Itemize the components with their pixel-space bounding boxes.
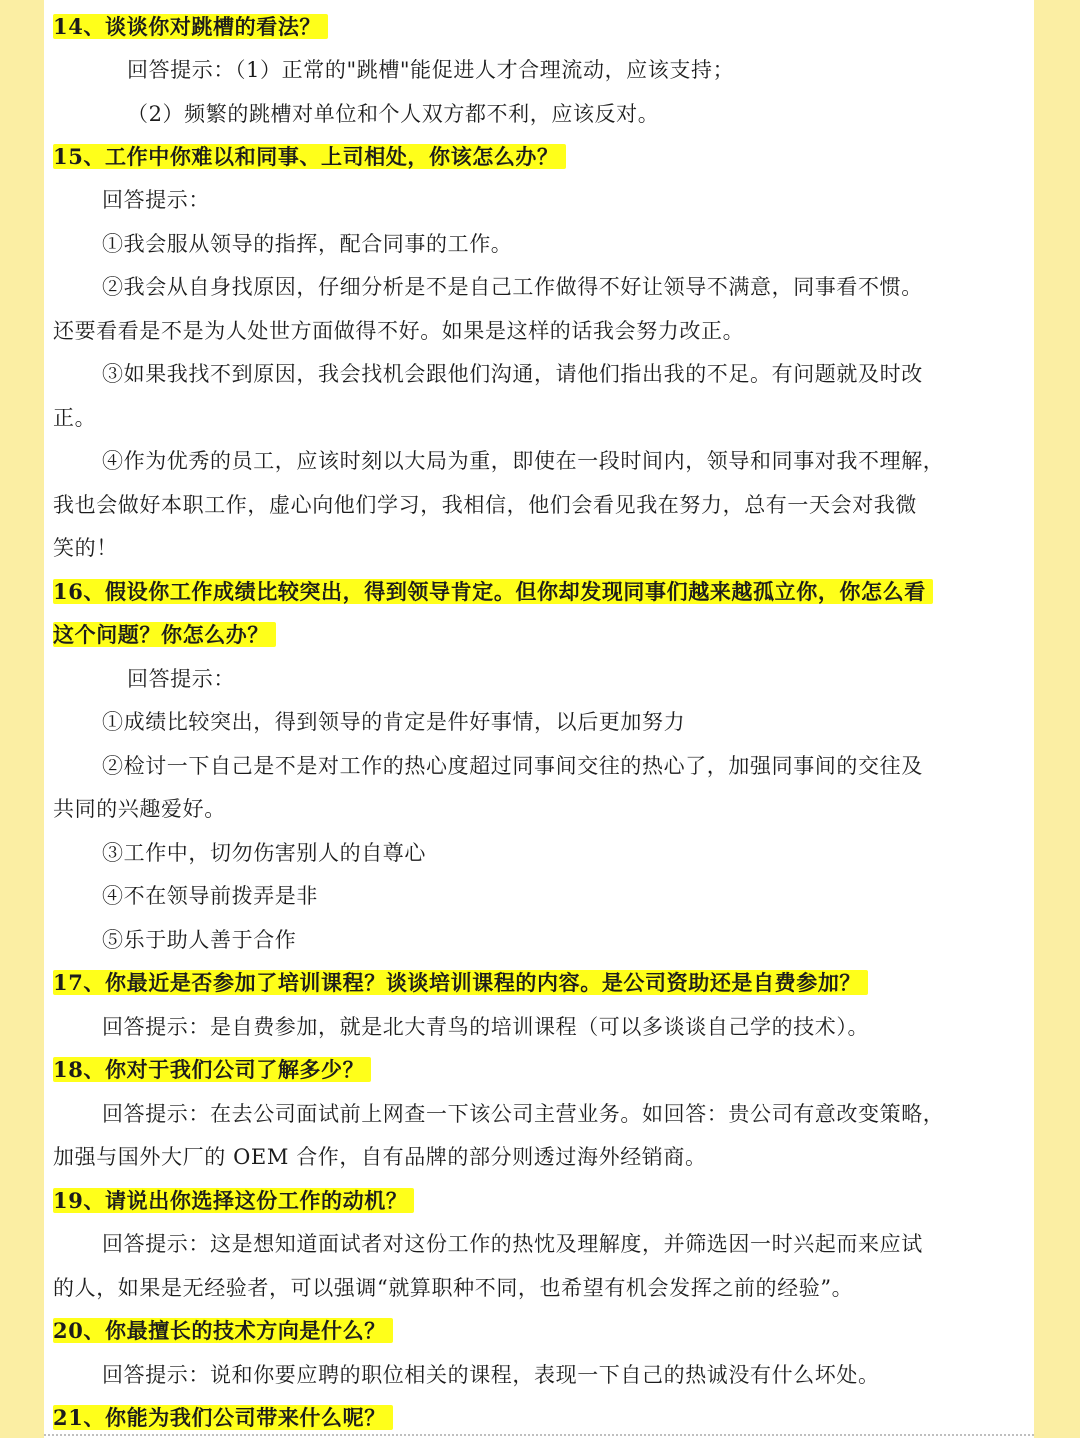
answer-line: ①成绩比较突出，得到领导的肯定是件好事情，以后更加努力 xyxy=(102,710,686,734)
answer-line: ②检讨一下自己是不是对工作的热心度超过同事间交往的热心了，加强同事间的交往及 xyxy=(102,754,923,778)
answer-line: 回答提示：（1）正常的"跳槽"能促进人才合理流动，应该支持； xyxy=(127,58,735,82)
answer-line: 加强与国外大厂的 OEM 合作，自有品牌的部分则透过海外经销商。 xyxy=(53,1145,707,1169)
question-highlight: 15、工作中你难以和同事、上司相处，你该怎么办？ xyxy=(53,144,566,169)
answer-line: 我也会做好本职工作，虚心向他们学习，我相信，他们会看见我在努力，总有一天会对我微 xyxy=(53,493,917,517)
answer-line: （2）频繁的跳槽对单位和个人双方都不利，应该反对。 xyxy=(127,102,660,126)
answer-line: ⑤乐于助人善于合作 xyxy=(102,928,297,952)
answer-line: ④作为优秀的员工，应该时刻以大局为重，即使在一段时间内，领导和同事对我不理解， xyxy=(102,449,945,473)
answer-line: ③工作中，切勿伤害别人的自尊心 xyxy=(102,841,426,865)
answer-line: 还要看看是不是为人处世方面做得不好。如果是这样的话我会努力改正。 xyxy=(53,319,745,343)
answer-line: 共同的兴趣爱好。 xyxy=(53,797,226,821)
question-14 xyxy=(53,12,328,42)
question-15 xyxy=(53,142,566,172)
answer-line: ②我会从自身找原因，仔细分析是不是自己工作做得不好让领导不满意，同事看不惯。 xyxy=(102,275,923,299)
question-highlight: 18、你对于我们公司了解多少？ xyxy=(53,1057,371,1082)
answer-line: 的人，如果是无经验者，可以强调“就算职种不同，也希望有机会发挥之前的经验”。 xyxy=(53,1276,854,1300)
answer-line: 回答提示： xyxy=(102,188,210,212)
question-20 xyxy=(53,1316,393,1346)
question-highlight: 19、请说出你选择这份工作的动机？ xyxy=(53,1188,414,1213)
answer-line: 正。 xyxy=(53,406,97,430)
question-16-cont xyxy=(53,620,276,650)
answer-line: ①我会服从领导的指挥，配合同事的工作。 xyxy=(102,232,513,256)
answer-line: 回答提示：在去公司面试前上网查一下该公司主营业务。如回答：贵公司有意改变策略， xyxy=(102,1102,945,1126)
answer-line: ③如果我找不到原因，我会找机会跟他们沟通，请他们指出我的不足。有问题就及时改 xyxy=(102,362,923,386)
question-highlight: 14、谈谈你对跳槽的看法？ xyxy=(53,14,328,39)
answer-line: 笑的！ xyxy=(53,536,118,560)
answer-line: ④不在领导前拨弄是非 xyxy=(102,884,318,908)
question-19 xyxy=(53,1186,414,1216)
page-bottom-divider xyxy=(44,1433,1034,1436)
question-17 xyxy=(53,968,868,998)
question-highlight: 这个问题？你怎么办？ xyxy=(53,622,276,647)
question-21 xyxy=(53,1403,393,1433)
question-highlight: 20、你最擅长的技术方向是什么？ xyxy=(53,1318,393,1343)
question-18 xyxy=(53,1055,371,1085)
question-highlight: 21、你能为我们公司带来什么呢？ xyxy=(53,1405,393,1430)
answer-line: 回答提示：是自费参加，就是北大青鸟的培训课程（可以多谈谈自己学的技术）。 xyxy=(102,1015,870,1039)
answer-line: 回答提示： xyxy=(127,667,235,691)
answer-line: 回答提示：说和你要应聘的职位相关的课程，表现一下自己的热诚没有什么坏处。 xyxy=(102,1363,880,1387)
question-highlight: 17、你最近是否参加了培训课程？谈谈培训课程的内容。是公司资助还是自费参加？ xyxy=(53,970,868,995)
question-highlight: 16、假设你工作成绩比较突出，得到领导肯定。但你却发现同事们越来越孤立你，你怎么看 xyxy=(53,579,933,604)
question-16 xyxy=(53,577,933,607)
answer-line: 回答提示：这是想知道面试者对这份工作的热忱及理解度，并筛选因一时兴起而来应试 xyxy=(102,1232,923,1256)
document-page xyxy=(44,0,1034,1438)
